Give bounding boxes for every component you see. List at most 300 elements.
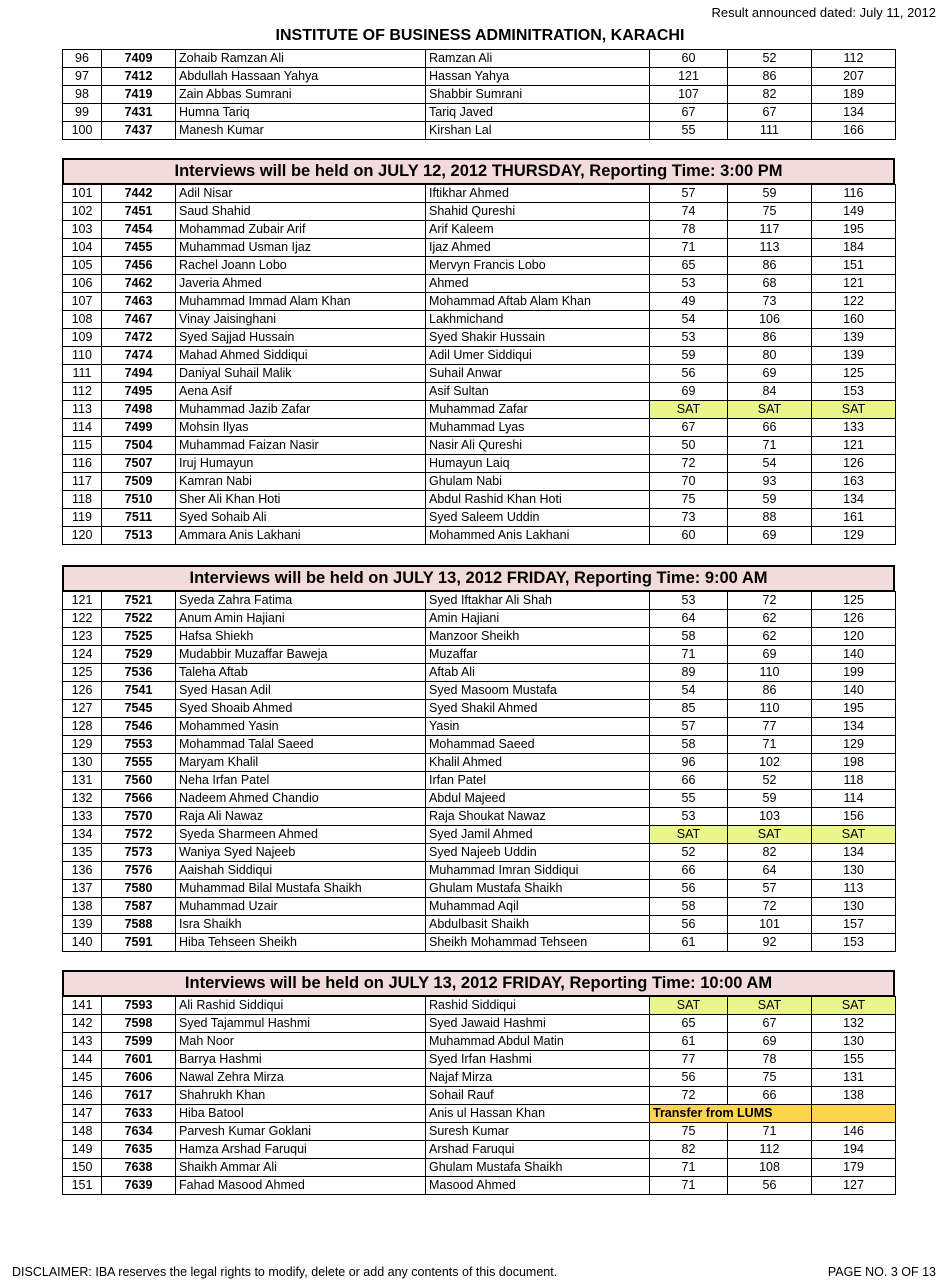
score-2: 86 xyxy=(728,329,812,347)
father-name: Najaf Mirza xyxy=(426,1069,650,1087)
score-1: 58 xyxy=(650,736,728,754)
score-1: 66 xyxy=(650,772,728,790)
candidate-name: Manesh Kumar xyxy=(176,122,426,140)
score-2: 69 xyxy=(728,527,812,545)
father-name: Lakhmichand xyxy=(426,311,650,329)
serial-number: 140 xyxy=(63,934,102,952)
total-score: 125 xyxy=(812,592,896,610)
transfer-note: Transfer from LUMS xyxy=(650,1105,812,1123)
candidate-name: Raja Ali Nawaz xyxy=(176,808,426,826)
score-1: 57 xyxy=(650,185,728,203)
serial-number: 96 xyxy=(63,50,102,68)
father-name: Mohammad Aftab Alam Khan xyxy=(426,293,650,311)
score-2: 67 xyxy=(728,104,812,122)
score-1: 54 xyxy=(650,682,728,700)
serial-number: 128 xyxy=(63,718,102,736)
serial-number: 115 xyxy=(63,437,102,455)
score-2: 113 xyxy=(728,239,812,257)
roll-number: 7536 xyxy=(102,664,176,682)
serial-number: 133 xyxy=(63,808,102,826)
table-row xyxy=(63,772,896,790)
score-1: 71 xyxy=(650,239,728,257)
roll-number: 7529 xyxy=(102,646,176,664)
table-row xyxy=(63,1033,896,1051)
roll-number: 7588 xyxy=(102,916,176,934)
total-score: SAT xyxy=(812,401,896,419)
score-2: 73 xyxy=(728,293,812,311)
score-1: 64 xyxy=(650,610,728,628)
candidate-name: Abdullah Hassaan Yahya xyxy=(176,68,426,86)
roll-number: 7495 xyxy=(102,383,176,401)
total-score: 126 xyxy=(812,610,896,628)
score-2: 106 xyxy=(728,311,812,329)
roll-number: 7409 xyxy=(102,50,176,68)
candidate-name: Maryam Khalil xyxy=(176,754,426,772)
score-2: 71 xyxy=(728,736,812,754)
roll-number: 7593 xyxy=(102,997,176,1015)
father-name: Muhammad Imran Siddiqui xyxy=(426,862,650,880)
total-score: 114 xyxy=(812,790,896,808)
total-score: 199 xyxy=(812,664,896,682)
score-1: 54 xyxy=(650,311,728,329)
results-table xyxy=(62,184,896,545)
table-row xyxy=(63,491,896,509)
score-2: 54 xyxy=(728,455,812,473)
serial-number: 97 xyxy=(63,68,102,86)
score-1: 71 xyxy=(650,1159,728,1177)
score-1: 69 xyxy=(650,383,728,401)
table-row xyxy=(63,455,896,473)
father-name: Yasin xyxy=(426,718,650,736)
table-row xyxy=(63,1123,896,1141)
score-2: 92 xyxy=(728,934,812,952)
table-row xyxy=(63,401,896,419)
candidate-name: Aaishah Siddiqui xyxy=(176,862,426,880)
score-1: 78 xyxy=(650,221,728,239)
father-name: Ghulam Mustafa Shaikh xyxy=(426,1159,650,1177)
candidate-name: Vinay Jaisinghani xyxy=(176,311,426,329)
serial-number: 124 xyxy=(63,646,102,664)
table-row xyxy=(63,880,896,898)
table-row xyxy=(63,1141,896,1159)
candidate-name: Muhammad Immad Alam Khan xyxy=(176,293,426,311)
candidate-name: Sher Ali Khan Hoti xyxy=(176,491,426,509)
score-2: 62 xyxy=(728,610,812,628)
roll-number: 7541 xyxy=(102,682,176,700)
father-name: Ahmed xyxy=(426,275,650,293)
score-1: 49 xyxy=(650,293,728,311)
table-row xyxy=(63,50,896,68)
candidate-name: Hiba Batool xyxy=(176,1105,426,1123)
table-row xyxy=(63,1105,896,1123)
score-1: 75 xyxy=(650,1123,728,1141)
score-1: 53 xyxy=(650,592,728,610)
score-1: 52 xyxy=(650,844,728,862)
candidate-name: Saud Shahid xyxy=(176,203,426,221)
candidate-name: Waniya Syed Najeeb xyxy=(176,844,426,862)
candidate-name: Zohaib Ramzan Ali xyxy=(176,50,426,68)
score-1: 66 xyxy=(650,862,728,880)
serial-number: 99 xyxy=(63,104,102,122)
score-1: 58 xyxy=(650,898,728,916)
score-1: 82 xyxy=(650,1141,728,1159)
table-row xyxy=(63,275,896,293)
total-score: 116 xyxy=(812,185,896,203)
father-name: Manzoor Sheikh xyxy=(426,628,650,646)
table-row xyxy=(63,628,896,646)
total-score: 153 xyxy=(812,383,896,401)
roll-number: 7507 xyxy=(102,455,176,473)
candidate-name: Adil Nisar xyxy=(176,185,426,203)
candidate-name: Hiba Tehseen Sheikh xyxy=(176,934,426,952)
score-1: 70 xyxy=(650,473,728,491)
table-row xyxy=(63,592,896,610)
table-row xyxy=(63,1159,896,1177)
results-table xyxy=(62,49,896,140)
total-score: 130 xyxy=(812,862,896,880)
total-score: 122 xyxy=(812,293,896,311)
score-2: 86 xyxy=(728,682,812,700)
serial-number: 109 xyxy=(63,329,102,347)
serial-number: 119 xyxy=(63,509,102,527)
table-row xyxy=(63,437,896,455)
serial-number: 129 xyxy=(63,736,102,754)
total-score: 179 xyxy=(812,1159,896,1177)
total-score: 153 xyxy=(812,934,896,952)
score-1: 56 xyxy=(650,365,728,383)
score-1: 74 xyxy=(650,203,728,221)
serial-number: 144 xyxy=(63,1051,102,1069)
results-table xyxy=(62,591,896,952)
candidate-name: Humna Tariq xyxy=(176,104,426,122)
total-score: 121 xyxy=(812,437,896,455)
total-score: 163 xyxy=(812,473,896,491)
father-name: Raja Shoukat Nawaz xyxy=(426,808,650,826)
father-name: Adil Umer Siddiqui xyxy=(426,347,650,365)
roll-number: 7513 xyxy=(102,527,176,545)
serial-number: 139 xyxy=(63,916,102,934)
roll-number: 7463 xyxy=(102,293,176,311)
total-score: 139 xyxy=(812,329,896,347)
candidate-name: Shaikh Ammar Ali xyxy=(176,1159,426,1177)
father-name: Rashid Siddiqui xyxy=(426,997,650,1015)
total-score: 149 xyxy=(812,203,896,221)
score-1: 72 xyxy=(650,1087,728,1105)
roll-number: 7431 xyxy=(102,104,176,122)
score-1: SAT xyxy=(650,997,728,1015)
father-name: Muhammad Lyas xyxy=(426,419,650,437)
roll-number: 7599 xyxy=(102,1033,176,1051)
serial-number: 143 xyxy=(63,1033,102,1051)
roll-number: 7510 xyxy=(102,491,176,509)
serial-number: 131 xyxy=(63,772,102,790)
score-1: 71 xyxy=(650,1177,728,1195)
candidate-name: Syed Hasan Adil xyxy=(176,682,426,700)
roll-number: 7573 xyxy=(102,844,176,862)
total-score: 138 xyxy=(812,1087,896,1105)
score-1: SAT xyxy=(650,401,728,419)
roll-number: 7454 xyxy=(102,221,176,239)
candidate-name: Syed Sajjad Hussain xyxy=(176,329,426,347)
score-2: 110 xyxy=(728,700,812,718)
father-name: Ijaz Ahmed xyxy=(426,239,650,257)
score-1: 72 xyxy=(650,455,728,473)
roll-number: 7576 xyxy=(102,862,176,880)
father-name: Khalil Ahmed xyxy=(426,754,650,772)
candidate-name: Iruj Humayun xyxy=(176,455,426,473)
roll-number: 7511 xyxy=(102,509,176,527)
total-score: 134 xyxy=(812,844,896,862)
serial-number: 148 xyxy=(63,1123,102,1141)
result-announced-date: Result announced dated: July 11, 2012 xyxy=(711,5,936,20)
table-row xyxy=(63,997,896,1015)
father-name: Mohammad Saeed xyxy=(426,736,650,754)
total-score: 140 xyxy=(812,646,896,664)
score-2: 56 xyxy=(728,1177,812,1195)
roll-number: 7635 xyxy=(102,1141,176,1159)
total-score: 155 xyxy=(812,1051,896,1069)
table-row xyxy=(63,898,896,916)
total-score: 161 xyxy=(812,509,896,527)
score-1: 67 xyxy=(650,419,728,437)
serial-number: 135 xyxy=(63,844,102,862)
serial-number: 132 xyxy=(63,790,102,808)
score-1: 61 xyxy=(650,934,728,952)
score-2: 77 xyxy=(728,718,812,736)
total-score: 184 xyxy=(812,239,896,257)
serial-number: 123 xyxy=(63,628,102,646)
score-2: 62 xyxy=(728,628,812,646)
father-name: Syed Shakil Ahmed xyxy=(426,700,650,718)
total-score: 156 xyxy=(812,808,896,826)
roll-number: 7560 xyxy=(102,772,176,790)
table-row xyxy=(63,808,896,826)
table-row xyxy=(63,185,896,203)
total-score: 195 xyxy=(812,221,896,239)
candidate-name: Taleha Aftab xyxy=(176,664,426,682)
score-2: 52 xyxy=(728,772,812,790)
serial-number: 127 xyxy=(63,700,102,718)
interview-schedule-banner: Interviews will be held on JULY 13, 2012 FRIDAY, Reporting Time: 9:00 AM xyxy=(62,565,895,592)
score-1: 60 xyxy=(650,527,728,545)
score-2: 59 xyxy=(728,790,812,808)
score-2: 82 xyxy=(728,844,812,862)
father-name: Syed Saleem Uddin xyxy=(426,509,650,527)
total-score: 118 xyxy=(812,772,896,790)
score-2: 102 xyxy=(728,754,812,772)
serial-number: 134 xyxy=(63,826,102,844)
table-row xyxy=(63,122,896,140)
score-1: 65 xyxy=(650,1015,728,1033)
serial-number: 136 xyxy=(63,862,102,880)
total-score: 129 xyxy=(812,736,896,754)
score-2: 101 xyxy=(728,916,812,934)
total-score: 134 xyxy=(812,718,896,736)
table-row xyxy=(63,221,896,239)
total-score: SAT xyxy=(812,997,896,1015)
father-name: Syed Irfan Hashmi xyxy=(426,1051,650,1069)
father-name: Syed Jamil Ahmed xyxy=(426,826,650,844)
candidate-name: Kamran Nabi xyxy=(176,473,426,491)
total-score: 151 xyxy=(812,257,896,275)
score-1: 85 xyxy=(650,700,728,718)
table-row xyxy=(63,826,896,844)
table-row xyxy=(63,68,896,86)
score-1: 56 xyxy=(650,916,728,934)
roll-number: 7522 xyxy=(102,610,176,628)
father-name: Muhammad Abdul Matin xyxy=(426,1033,650,1051)
roll-number: 7456 xyxy=(102,257,176,275)
candidate-name: Anum Amin Hajiani xyxy=(176,610,426,628)
score-2: 59 xyxy=(728,185,812,203)
candidate-name: Syed Tajammul Hashmi xyxy=(176,1015,426,1033)
roll-number: 7412 xyxy=(102,68,176,86)
table-row xyxy=(63,257,896,275)
score-2: 82 xyxy=(728,86,812,104)
score-2: 59 xyxy=(728,491,812,509)
candidate-name: Parvesh Kumar Goklani xyxy=(176,1123,426,1141)
serial-number: 98 xyxy=(63,86,102,104)
candidate-name: Ammara Anis Lakhani xyxy=(176,527,426,545)
serial-number: 147 xyxy=(63,1105,102,1123)
score-2: 110 xyxy=(728,664,812,682)
score-2: 75 xyxy=(728,203,812,221)
roll-number: 7570 xyxy=(102,808,176,826)
score-2: 71 xyxy=(728,1123,812,1141)
serial-number: 137 xyxy=(63,880,102,898)
serial-number: 113 xyxy=(63,401,102,419)
total-score: 121 xyxy=(812,275,896,293)
total-score: 112 xyxy=(812,50,896,68)
serial-number: 104 xyxy=(63,239,102,257)
roll-number: 7494 xyxy=(102,365,176,383)
score-1: 56 xyxy=(650,1069,728,1087)
score-1: 75 xyxy=(650,491,728,509)
roll-number: 7555 xyxy=(102,754,176,772)
candidate-name: Javeria Ahmed xyxy=(176,275,426,293)
table-row xyxy=(63,473,896,491)
score-2: 93 xyxy=(728,473,812,491)
score-2: 69 xyxy=(728,646,812,664)
serial-number: 105 xyxy=(63,257,102,275)
score-2: 69 xyxy=(728,1033,812,1051)
candidate-name: Mohammad Zubair Arif xyxy=(176,221,426,239)
father-name: Nasir Ali Qureshi xyxy=(426,437,650,455)
table-row xyxy=(63,934,896,952)
candidate-name: Mohammad Talal Saeed xyxy=(176,736,426,754)
father-name: Kirshan Lal xyxy=(426,122,650,140)
roll-number: 7580 xyxy=(102,880,176,898)
candidate-name: Shahrukh Khan xyxy=(176,1087,426,1105)
candidate-name: Syed Sohaib Ali xyxy=(176,509,426,527)
candidate-name: Neha Irfan Patel xyxy=(176,772,426,790)
candidate-name: Fahad Masood Ahmed xyxy=(176,1177,426,1195)
score-1: 107 xyxy=(650,86,728,104)
serial-number: 106 xyxy=(63,275,102,293)
total-score: 133 xyxy=(812,419,896,437)
total-score: 157 xyxy=(812,916,896,934)
father-name: Amin Hajiani xyxy=(426,610,650,628)
score-2: 69 xyxy=(728,365,812,383)
serial-number: 117 xyxy=(63,473,102,491)
father-name: Mohammed Anis Lakhani xyxy=(426,527,650,545)
serial-number: 121 xyxy=(63,592,102,610)
table-row xyxy=(63,1051,896,1069)
interview-schedule-banner: Interviews will be held on JULY 13, 2012 FRIDAY, Reporting Time: 10:00 AM xyxy=(62,970,895,997)
table-row xyxy=(63,646,896,664)
father-name: Abdulbasit Shaikh xyxy=(426,916,650,934)
table-row xyxy=(63,844,896,862)
table-row xyxy=(63,916,896,934)
total-score: 120 xyxy=(812,628,896,646)
total-score: 134 xyxy=(812,491,896,509)
candidate-name: Hamza Arshad Faruqui xyxy=(176,1141,426,1159)
table-row xyxy=(63,862,896,880)
total-score: 139 xyxy=(812,347,896,365)
score-2: SAT xyxy=(728,826,812,844)
candidate-name: Mohammed Yasin xyxy=(176,718,426,736)
score-2: 52 xyxy=(728,50,812,68)
father-name: Iftikhar Ahmed xyxy=(426,185,650,203)
serial-number: 114 xyxy=(63,419,102,437)
father-name: Arif Kaleem xyxy=(426,221,650,239)
candidate-name: Muhammad Faizan Nasir xyxy=(176,437,426,455)
roll-number: 7467 xyxy=(102,311,176,329)
score-1: 53 xyxy=(650,329,728,347)
score-2: 112 xyxy=(728,1141,812,1159)
table-row xyxy=(63,86,896,104)
disclaimer: DISCLAIMER: IBA reserves the legal rights to modify, delete or add any contents of this document. xyxy=(12,1265,558,1279)
table-row xyxy=(63,347,896,365)
roll-number: 7455 xyxy=(102,239,176,257)
serial-number: 125 xyxy=(63,664,102,682)
candidate-name: Muhammad Uzair xyxy=(176,898,426,916)
total-score: 130 xyxy=(812,1033,896,1051)
candidate-name: Hafsa Shiekh xyxy=(176,628,426,646)
father-name: Suresh Kumar xyxy=(426,1123,650,1141)
father-name: Humayun Laiq xyxy=(426,455,650,473)
total-score: 198 xyxy=(812,754,896,772)
total-score: 194 xyxy=(812,1141,896,1159)
score-1: 60 xyxy=(650,50,728,68)
roll-number: 7566 xyxy=(102,790,176,808)
father-name: Shabbir Sumrani xyxy=(426,86,650,104)
total-score xyxy=(812,1105,896,1123)
father-name: Anis ul Hassan Khan xyxy=(426,1105,650,1123)
candidate-name: Muhammad Bilal Mustafa Shaikh xyxy=(176,880,426,898)
father-name: Mervyn Francis Lobo xyxy=(426,257,650,275)
candidate-name: Muhammad Usman Ijaz xyxy=(176,239,426,257)
table-row xyxy=(63,293,896,311)
father-name: Suhail Anwar xyxy=(426,365,650,383)
total-score: 134 xyxy=(812,104,896,122)
score-2: 117 xyxy=(728,221,812,239)
roll-number: 7437 xyxy=(102,122,176,140)
score-2: 108 xyxy=(728,1159,812,1177)
table-row xyxy=(63,1069,896,1087)
table-row xyxy=(63,1087,896,1105)
serial-number: 138 xyxy=(63,898,102,916)
serial-number: 145 xyxy=(63,1069,102,1087)
score-2: 80 xyxy=(728,347,812,365)
roll-number: 7633 xyxy=(102,1105,176,1123)
father-name: Syed Iftakhar Ali Shah xyxy=(426,592,650,610)
candidate-name: Zain Abbas Sumrani xyxy=(176,86,426,104)
table-row xyxy=(63,203,896,221)
score-2: 67 xyxy=(728,1015,812,1033)
serial-number: 103 xyxy=(63,221,102,239)
score-2: 86 xyxy=(728,257,812,275)
